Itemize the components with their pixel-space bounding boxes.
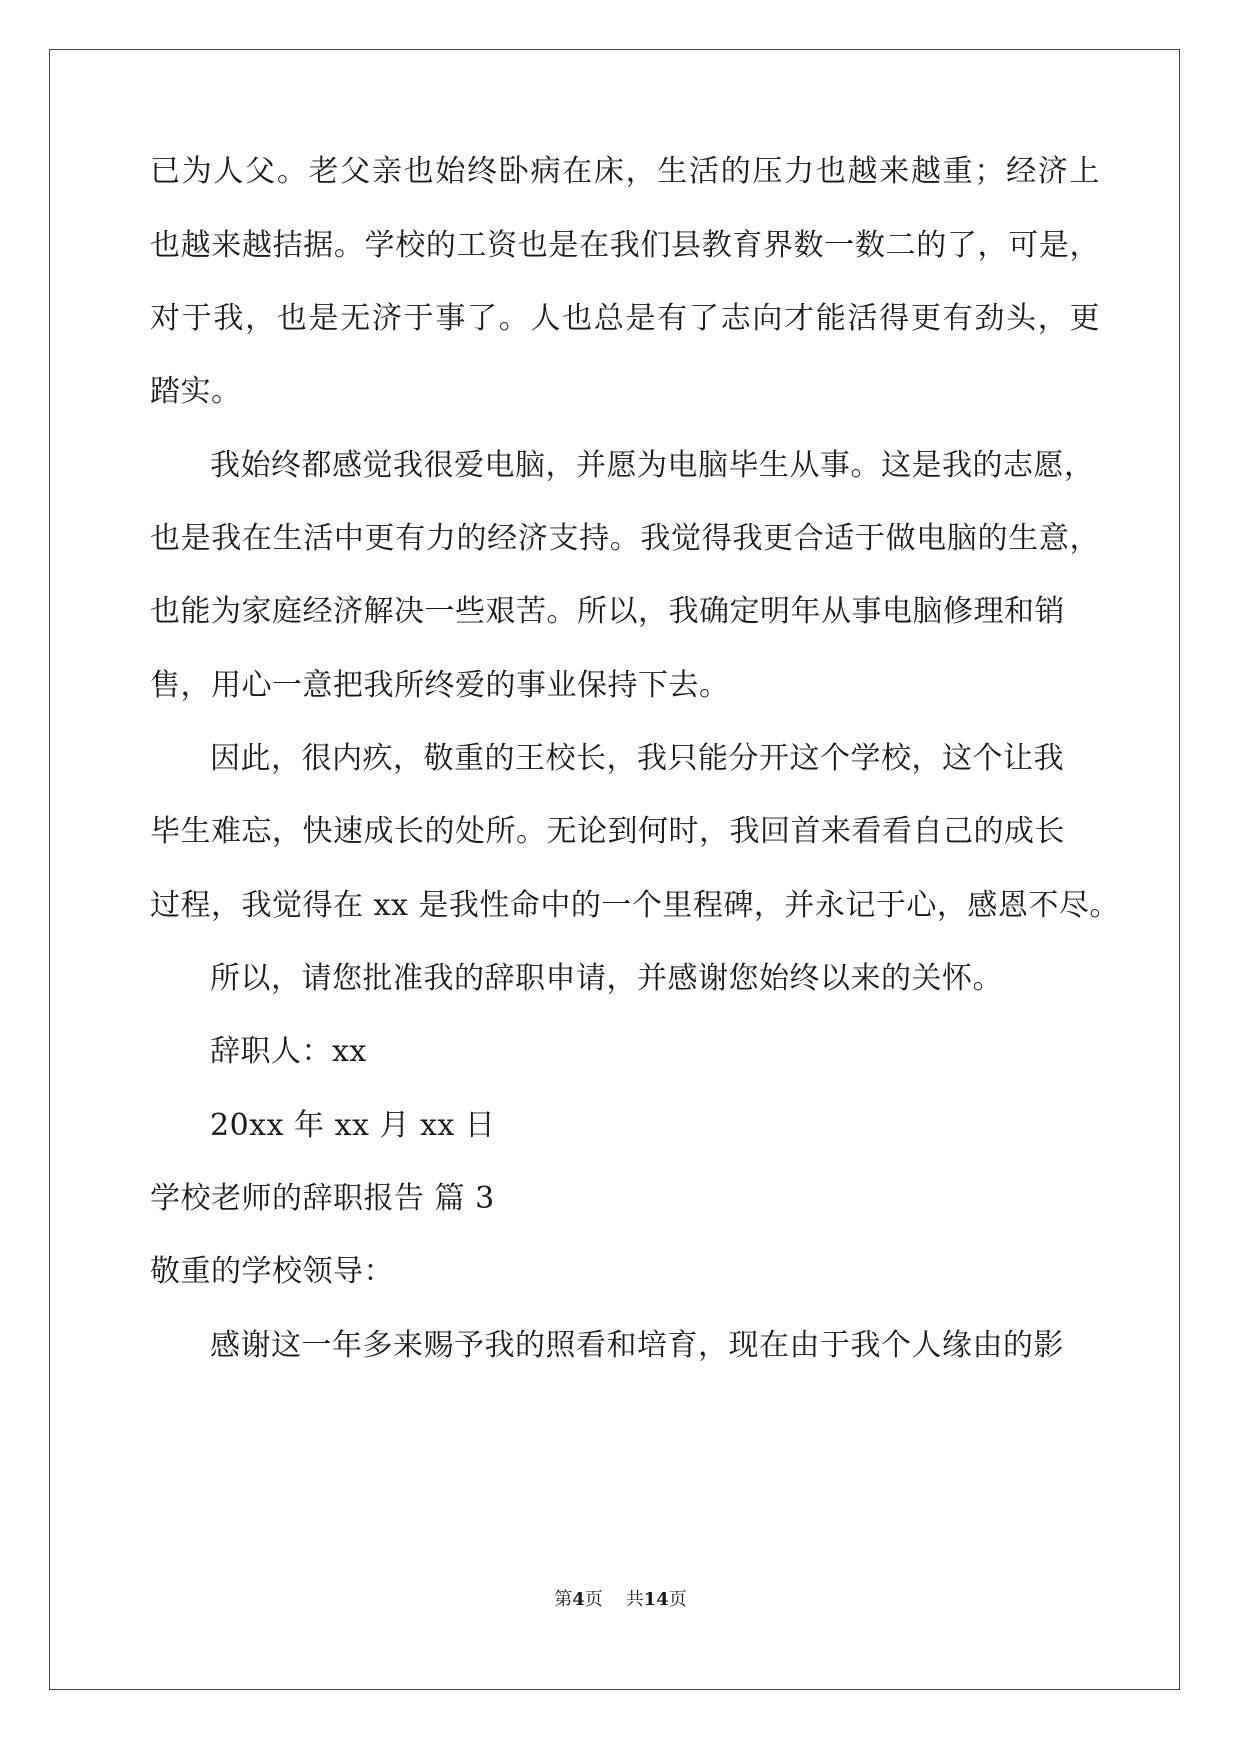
page-unit: 页 [584,1589,603,1610]
total-pages: 14 [643,1589,669,1610]
paragraph-2-line-1: 我始终都感觉我很爱电脑，并愿为电脑毕生从事。这是我的志愿， [210,448,1095,483]
salutation: 敬重的学校领导： [150,1254,394,1289]
total-prefix: 共 [625,1589,644,1610]
body-line-2: 也越来越拮据。学校的工资也是在我们县教育界数一数二的了，可是， [150,228,1100,263]
paragraph-3-line-3: 过程，我觉得在 xx 是我性命中的一个里程碑，并永记于心，感恩不尽。 [150,888,1120,923]
body-line-4: 踏实。 [150,374,242,409]
paragraph-3-line-2: 毕生难忘，快速成长的处所。无论到何时，我回首来看看自己的成长 [150,814,1065,849]
body-line-1: 已为人父。老父亲也始终卧病在床，生活的压力也越来越重；经济上 [150,154,1100,189]
approval-request: 所以，请您批准我的辞职申请，并感谢您始终以来的关怀。 [210,961,1003,996]
signer-line: 辞职人：xx [210,1034,367,1069]
page-prefix: 第 [554,1589,573,1610]
total-unit: 页 [668,1589,687,1610]
paragraph-2-line-2: 也是我在生活中更有力的经济支持。我觉得我更合适于做电脑的生意， [150,521,1100,556]
section-heading: 学校老师的辞职报告 篇 3 [150,1181,495,1216]
body-line-3: 对于我，也是无济于事了。人也总是有了志向才能活得更有劲头，更 [150,301,1100,336]
paragraph-3-line-1: 因此，很内疚，敬重的王校长，我只能分开这个学校，这个让我 [210,741,1064,776]
date-line: 20xx 年 xx 月 xx 日 [210,1108,496,1143]
paragraph-2-line-3: 也能为家庭经济解决一些艰苦。所以，我确定明年从事电脑修理和销 [150,594,1065,629]
paragraph-4-line-1: 感谢这一年多来赐予我的照看和培育，现在由于我个人缘由的影 [210,1328,1064,1363]
page-number: 4 [572,1589,585,1610]
page-footer [0,1588,1241,1612]
page-border [49,49,1180,1690]
paragraph-2-line-4: 售，用心一意把我所终爱的事业保持下去。 [150,668,730,703]
